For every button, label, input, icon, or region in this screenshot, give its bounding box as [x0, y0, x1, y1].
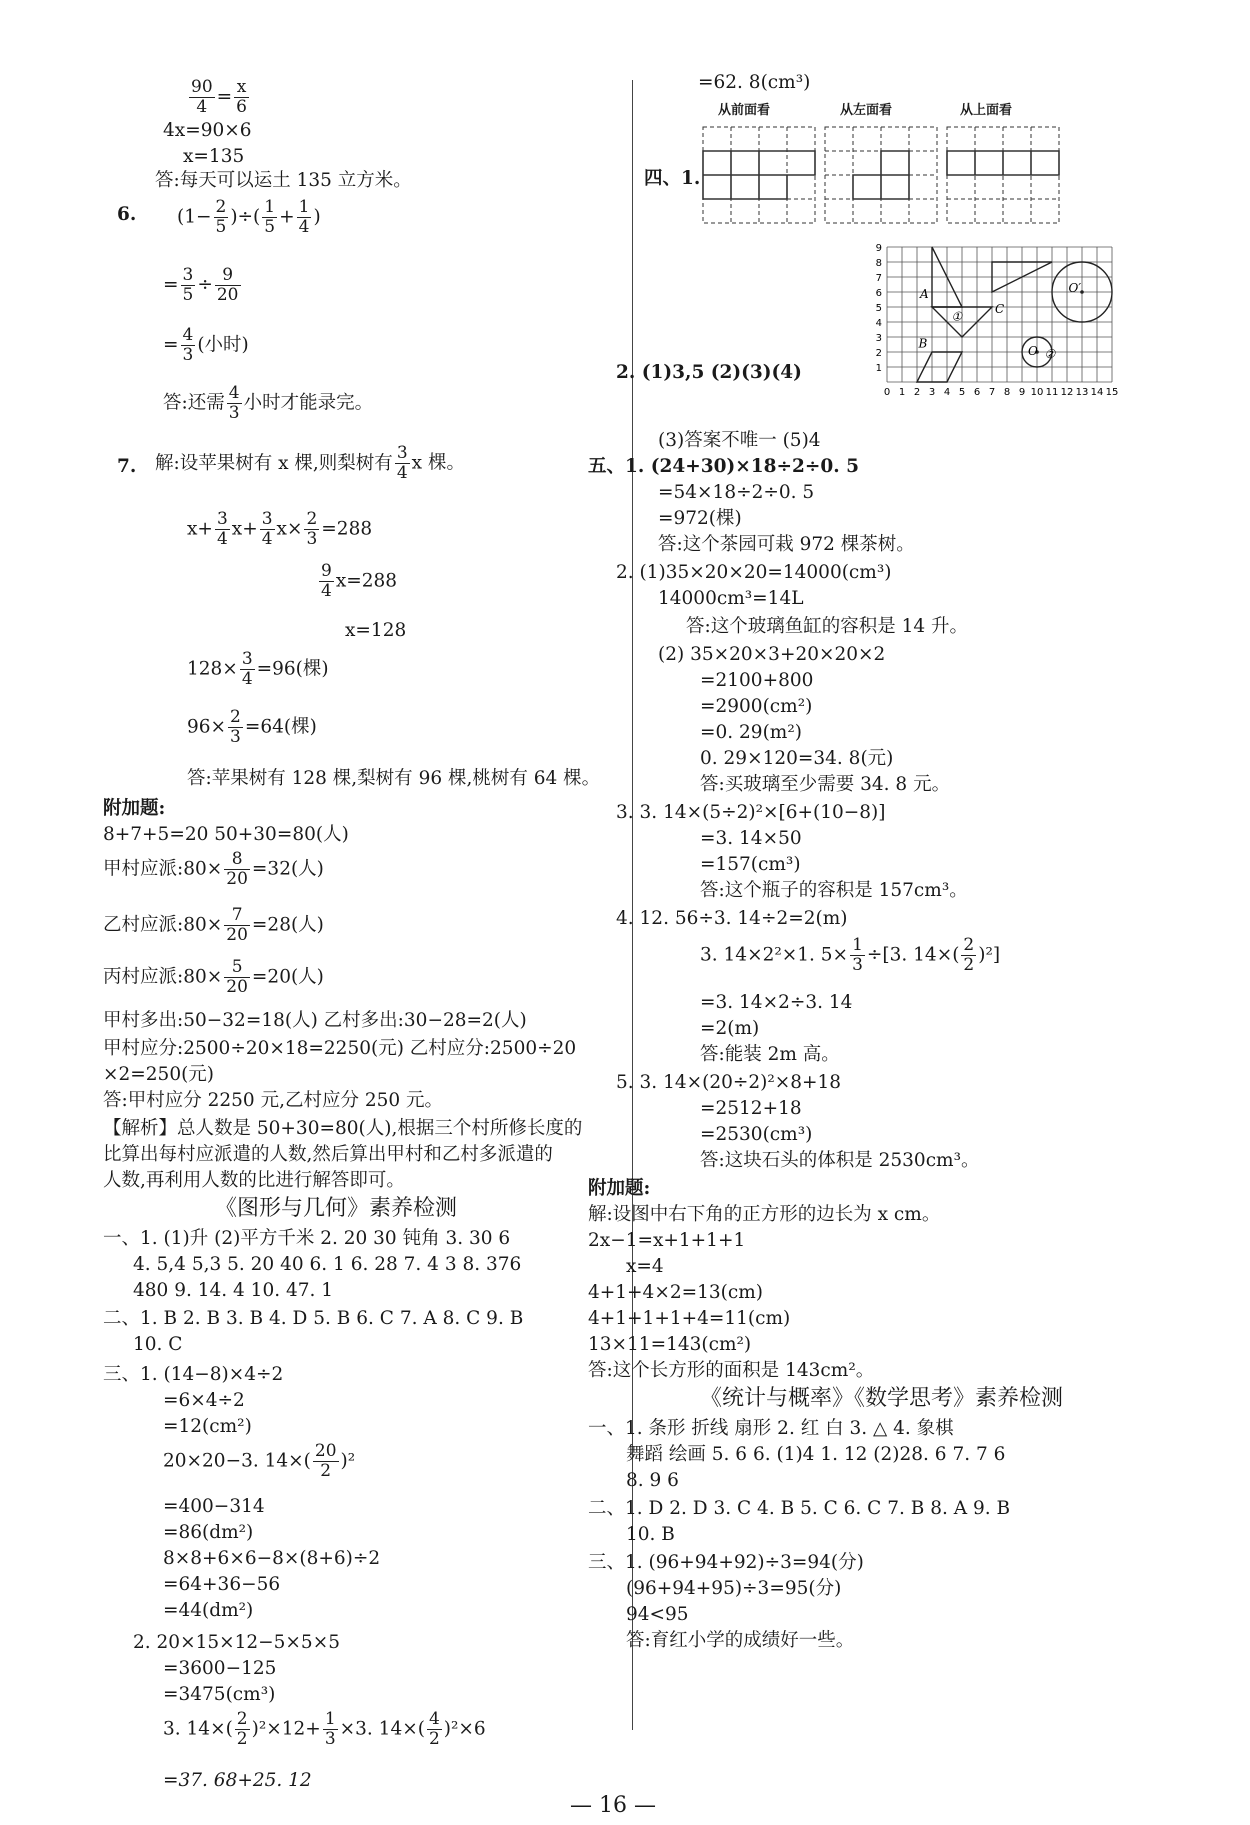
x-tick-label: 3: [928, 387, 936, 398]
equation-line: = $\frac{4}{3}$ (小时): [163, 325, 249, 365]
text-line: x=135: [183, 146, 245, 167]
view-label-top: 从上面看: [960, 103, 1013, 118]
x-tick-label: 5: [958, 387, 966, 398]
fraction: $\frac{2}{2}$: [963, 935, 975, 975]
equation-line: = $\frac{3}{5}$ ÷ $\frac{9}{20}$: [163, 265, 239, 305]
fraction: $\frac{3}{4}$: [216, 509, 228, 549]
text-line: =157(cm³): [700, 854, 801, 875]
y-tick-label: 9: [875, 243, 882, 254]
text-line: =12(cm²): [163, 1416, 252, 1437]
text-line: 三、1. (14−8)×4÷2: [103, 1364, 284, 1385]
text-line: (96+94+95)÷3=95(分): [626, 1578, 842, 1599]
fraction: $\frac{2}{5}$: [215, 197, 227, 237]
fraction: $\frac{20}{2}$: [314, 1441, 337, 1481]
text-line: 8×8+6×6−8×(8+6)÷2: [163, 1548, 381, 1569]
view-label-front: 从前面看: [718, 103, 771, 118]
text-line: 4+1+4×2=13(cm): [588, 1282, 763, 1303]
answer-line: 答:这块石头的体积是 2530cm³。: [700, 1150, 980, 1171]
text-line: 五、1. (24+30)×18÷2÷0. 5: [588, 456, 859, 477]
answer-line: 一、1. (1)升 (2)平方千米 2. 20 30 钝角 3. 30 6: [103, 1228, 511, 1249]
y-tick-label: 4: [875, 318, 882, 329]
answer-line: 答:还需 $\frac{4}{3}$ 小时才能录完。: [163, 383, 374, 423]
text-line: 4. 12. 56÷3. 14÷2=2(m): [616, 908, 848, 929]
answer-line: 答:每天可以运土 135 立方米。: [155, 170, 412, 191]
x-tick-label: 4: [943, 387, 951, 398]
text-line: x=128: [345, 620, 407, 641]
fraction: $\frac{1}{4}$: [298, 197, 310, 237]
text-line: 3. 3. 14×(5÷2)²×[6+(10−8)]: [616, 802, 886, 823]
section-label: 四、1.: [644, 168, 701, 189]
text-line: 13×11=143(cm²): [588, 1334, 752, 1355]
fraction: $\frac{90}{4}$: [191, 77, 213, 117]
x-tick-label: 11: [1045, 387, 1059, 398]
fraction: $\frac{2}{3}$: [230, 707, 241, 747]
fraction: $\frac{3}{4}$: [396, 443, 408, 483]
text-line: =3. 14×2÷3. 14: [700, 992, 853, 1013]
text-line: 14000cm³=14L: [658, 588, 804, 609]
text-line: =2100+800: [700, 670, 814, 691]
answer-line: 答:能装 2m 高。: [700, 1044, 840, 1065]
text-line: 4+1+1+1+4=11(cm): [588, 1308, 791, 1329]
answer-line: 答:甲村应分 2250 元,乙村应分 250 元。: [103, 1090, 444, 1111]
answer-line: 答:这个长方形的面积是 143cm²。: [588, 1360, 875, 1381]
section-title: 《统计与概率》《数学思考》素养检测: [700, 1386, 1064, 1411]
text-line: =64+36−56: [163, 1574, 281, 1595]
solid-view-shape: [703, 151, 815, 199]
y-tick-label: 6: [875, 288, 882, 299]
text-line: 4x=90×6: [163, 120, 252, 141]
text-line: =972(棵): [658, 508, 742, 529]
fraction: $\frac{2}{3}$: [306, 509, 318, 549]
equation-line: 丙村应派:80× $\frac{5}{20}$ =20(人): [103, 957, 324, 997]
answer-line: 答:这个玻璃鱼缸的容积是 14 升。: [686, 616, 969, 637]
question-number: 6.: [117, 204, 137, 225]
answer-line: 8. 9 6: [626, 1470, 679, 1491]
analysis-line: 比算出每村应派遣的人数,然后算出甲村和乙村多派遣的: [103, 1144, 553, 1165]
text-line: 三、1. (96+94+92)÷3=94(分): [588, 1552, 864, 1573]
fraction: $\frac{4}{3}$: [182, 325, 194, 365]
fraction: $\frac{4}{3}$: [228, 383, 240, 423]
text-line: 解:设图中右下角的正方形的边长为 x cm。: [588, 1204, 941, 1225]
answer-line: 答:苹果树有 128 棵,梨树有 96 棵,桃树有 64 棵。: [187, 768, 601, 789]
fraction: $\frac{1}{3}$: [324, 1709, 336, 1749]
equation-line: $\frac{90}{4}$ = $\frac{x}{6}$: [191, 77, 247, 117]
fraction: $\frac{8}{20}$: [226, 849, 248, 889]
x-tick-label: 13: [1075, 387, 1089, 398]
answer-line: 答:这个瓶子的容积是 157cm³。: [700, 880, 968, 901]
equation-line: 3. 14×( $\frac{2}{2}$ )²×12+ $\frac{1}{3}$ ×3. 14×( $\frac{4}{2}$ )²×6: [163, 1709, 486, 1749]
y-tick-label: 5: [875, 303, 882, 314]
equation-line: $\frac{9}{4}$ x=288: [321, 561, 398, 601]
label-B: B: [918, 336, 928, 351]
fraction: $\frac{1}{5}$: [264, 197, 276, 237]
text-line: =400−314: [163, 1496, 265, 1517]
y-tick-label: 1: [875, 363, 882, 374]
y-tick-label: 2: [875, 348, 882, 359]
text-line: =54×18÷2÷0. 5: [658, 482, 815, 503]
equation-line: 乙村应派:80× $\frac{7}{20}$ =28(人): [103, 905, 324, 945]
coordinate-grid-figure: [865, 242, 1215, 402]
x-tick-label: 8: [1003, 387, 1011, 398]
solid-view-shape: [853, 151, 909, 199]
text-line: 2. (1)35×20×20=14000(cm³): [616, 562, 892, 583]
x-tick-label: 15: [1105, 387, 1119, 398]
text-line: =2(m): [700, 1018, 760, 1039]
page-number: — 16 —: [570, 1793, 656, 1818]
text-line: =86(dm²): [163, 1522, 254, 1543]
view-grid-left: [825, 127, 937, 223]
text-line: ×2=250(元): [103, 1064, 215, 1085]
text-line: x=4: [626, 1256, 664, 1277]
equation-line: 解:设苹果树有 x 棵,则梨树有 $\frac{3}{4}$ x 棵。: [155, 443, 465, 483]
label-A: A: [920, 287, 929, 301]
view-grid-front: [703, 127, 815, 223]
answer-line: 答:这个茶园可栽 972 棵茶树。: [658, 534, 915, 555]
text-line: =62. 8(cm³): [698, 72, 811, 93]
x-tick-label: 9: [1018, 387, 1026, 398]
answer-line: 480 9. 14. 4 10. 47. 1: [133, 1280, 334, 1301]
text-line: =3475(cm³): [163, 1684, 276, 1705]
text-line: 8+7+5=20 50+30=80(人): [103, 824, 349, 845]
fraction: $\frac{9}{4}$: [321, 561, 332, 601]
answer-line: 答:买玻璃至少需要 34. 8 元。: [700, 774, 951, 795]
text-line: =6×4÷2: [163, 1390, 245, 1411]
x-tick-label: 14: [1090, 387, 1104, 398]
answer-line: 舞蹈 绘画 5. 6 6. (1)4 1. 12 (2)28. 6 7. 7 6: [626, 1444, 1006, 1465]
fraction: $\frac{5}{20}$: [226, 957, 248, 997]
coordinate-grid: [876, 243, 1119, 398]
answer-line: 4. 5,4 5,3 5. 20 40 6. 1 6. 28 7. 4 3 8. 376: [133, 1254, 522, 1275]
text-line: (3)答案不唯一 (5)4: [658, 430, 821, 451]
coordinate-shapes: [917, 247, 1112, 382]
text-line: 2. (1)3,5 (2)(3)(4): [616, 362, 802, 383]
y-tick-label: 7: [875, 273, 882, 284]
fraction: $\frac{4}{2}$: [428, 1709, 440, 1749]
text-line: (2) 35×20×3+20×20×2: [658, 644, 886, 665]
x-tick-label: 10: [1030, 387, 1044, 398]
section-heading: 附加题:: [588, 1178, 651, 1199]
answer-line: 答:育红小学的成绩好一些。: [626, 1630, 855, 1651]
x-tick-label: 12: [1060, 387, 1074, 398]
view-grid-top: [947, 127, 1059, 223]
answer-line: 二、1. D 2. D 3. C 4. B 5. C 6. C 7. B 8. A 9. B: [588, 1498, 1011, 1519]
text-line: 甲村多出:50−32=18(人) 乙村多出:30−28=2(人): [103, 1010, 527, 1031]
view-label-left: 从左面看: [840, 103, 893, 118]
equation-line: 128× $\frac{3}{4}$ =96(棵): [187, 649, 329, 689]
answer-line: 二、1. B 2. B 3. B 4. D 5. B 6. C 7. A 8. C 9. B: [103, 1308, 524, 1329]
x-tick-label: 2: [913, 387, 921, 398]
fraction: $\frac{1}{3}$: [852, 935, 863, 975]
text-line: 2x−1=x+1+1+1: [588, 1230, 746, 1251]
x-tick-label: 7: [988, 387, 996, 398]
label-C: C: [995, 302, 1005, 316]
text-line: =3600−125: [163, 1658, 277, 1679]
text-line: 甲村应分:2500÷20×18=2250(元) 乙村应分:2500÷20: [103, 1038, 577, 1059]
y-tick-label: 8: [875, 258, 882, 269]
equation-line: 96× $\frac{2}{3}$ =64(棵): [187, 707, 317, 747]
text-line: =0. 29(m²): [700, 722, 802, 743]
fraction: $\frac{2}{2}$: [236, 1709, 248, 1749]
equation-line: 甲村应派:80× $\frac{8}{20}$ =32(人): [103, 849, 324, 889]
label-O: O: [1028, 344, 1038, 358]
analysis-line: 【解析】总人数是 50+30=80(人),根据三个村所修长度的: [103, 1118, 583, 1139]
x-tick-label: 0: [883, 387, 891, 398]
section-heading: 附加题:: [103, 798, 166, 819]
text-line: =2512+18: [700, 1098, 802, 1119]
fraction: $\frac{7}{20}$: [226, 905, 248, 945]
y-tick-label: 3: [875, 333, 882, 344]
text-line: =2900(cm²): [700, 696, 813, 717]
x-tick-label: 6: [973, 387, 981, 398]
text-line: =44(dm²): [163, 1600, 254, 1621]
x-tick-label: 1: [898, 387, 906, 398]
answer-line: 10. B: [626, 1524, 675, 1545]
solid-view-shape: [947, 151, 1059, 175]
label-O-prime: O′: [1068, 281, 1082, 295]
equation-line: (1− $\frac{2}{5}$ )÷( $\frac{1}{5}$ + $\frac{1}{4}$ ): [177, 197, 321, 237]
section-title: 《图形与几何》素养检测: [215, 1196, 458, 1221]
text-line: =37. 68+25. 12: [163, 1770, 312, 1791]
equation-line: 3. 14×2²×1. 5× $\frac{1}{3}$ ÷[3. 14×( $\frac{2}{2}$ )²]: [700, 935, 1001, 975]
answer-line: 一、1. 条形 折线 扇形 2. 红 白 3. △ 4. 象棋: [588, 1418, 954, 1439]
fraction: $\frac{x}{6}$: [236, 77, 247, 117]
fraction: $\frac{3}{4}$: [241, 649, 253, 689]
fraction: $\frac{3}{5}$: [182, 265, 194, 305]
text-line: 5. 3. 14×(20÷2)²×8+18: [616, 1072, 842, 1093]
label-1: ①: [951, 309, 963, 324]
label-2: ②: [1044, 347, 1056, 361]
text-line: =3. 14×50: [700, 828, 802, 849]
text-line: =2530(cm³): [700, 1124, 813, 1145]
question-number: 7.: [117, 456, 137, 477]
text-line: 2. 20×15×12−5×5×5: [133, 1632, 340, 1653]
fraction: $\frac{3}{4}$: [261, 509, 273, 549]
text-line: 94<95: [626, 1604, 689, 1625]
analysis-line: 人数,再利用人数的比进行解答即可。: [103, 1170, 405, 1191]
text-line: 0. 29×120=34. 8(元): [700, 748, 894, 769]
three-views-figure: [700, 125, 1070, 235]
answer-line: 10. C: [133, 1334, 183, 1355]
equation-line: 20×20−3. 14×( $\frac{20}{2}$ )²: [163, 1441, 356, 1481]
equation-line: x+ $\frac{3}{4}$ x+ $\frac{3}{4}$ x× $\frac{2}{3}$ =288: [187, 509, 373, 549]
fraction: $\frac{9}{20}$: [216, 265, 239, 305]
